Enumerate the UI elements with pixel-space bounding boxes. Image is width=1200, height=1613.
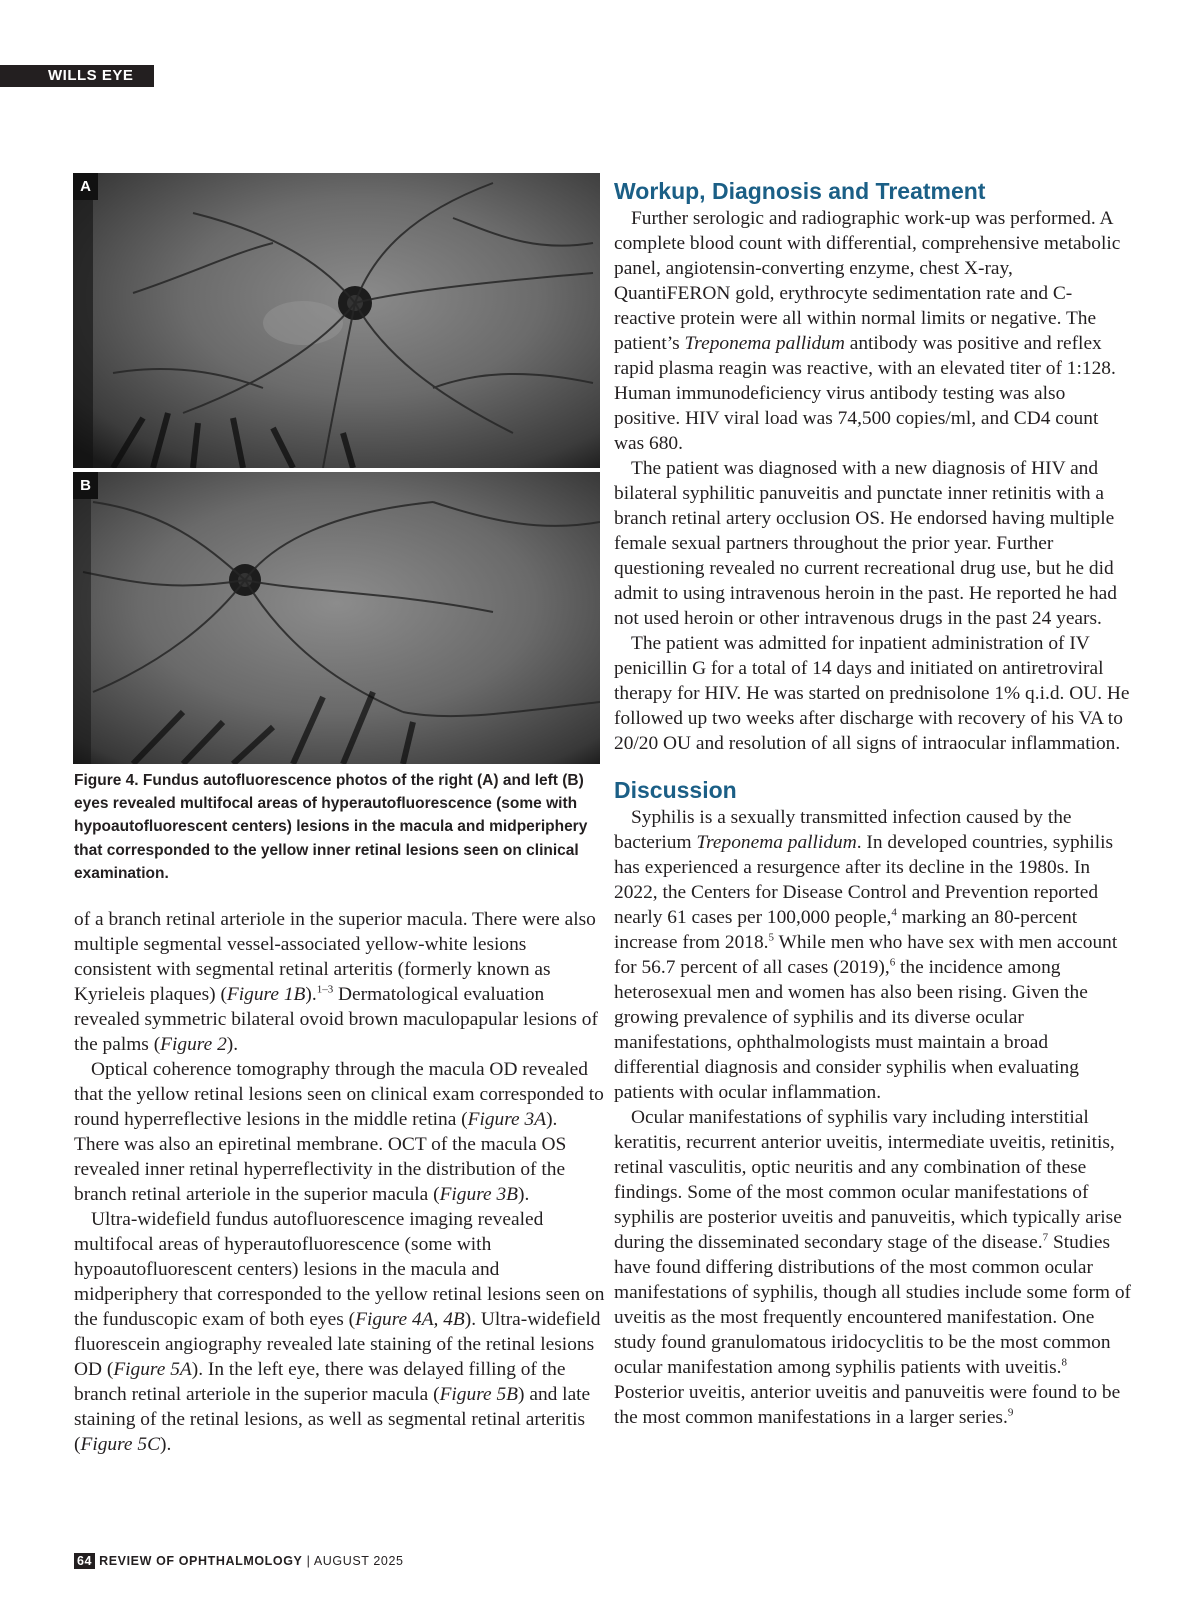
body-paragraph: Syphilis is a sexually transmitted infection caused by the bacterium Treponema pallidum. In developed countries, syphilis has experienced a resurgence after its decline in the 1980s. In 2022, the Centers for Disease Control and Prevention reported nearly 61 cases per 100,000 people,$^4$ marking an 80-percent increase from 2018.$^5$ While men who have sex with men account for 56.7 percent of all cases (2019),$^6$ the incidence among heterosexual men and women has also been rising. Given the growing prevalence of syphilis and its diverse ocular manifestations, ophthalmologists must maintain a broad differential diagnosis and consider syphilis when evaluating patients with ocular inflammation. (614, 807, 1118, 1103)
workup-heading: Workup, Diagnosis and Treatment (614, 178, 986, 204)
section-tag: WILLS EYE (0, 65, 154, 87)
left-column (74, 907, 606, 1457)
fundus-photo-right-eye (73, 173, 600, 468)
body-paragraph: The patient was diagnosed with a new diagnosis of HIV and bilateral syphilitic panuveitis and punctate inner retinitis with a branch retinal artery occlusion OS. He endorsed having multiple female sexual partners throughout the prior year. Further questioning revealed no current recreational drug use, but he did admit to using intravenous heroin in the past. He reported he had not used heroin or other intravenous drugs in the past 24 years. (614, 458, 1117, 629)
body-paragraph: Optical coherence tomography through the macula OD revealed that the yellow retinal lesions seen on clinical exam corresponded to round hyperreflective lesions in the middle retina (Figure 3A). There was also an epiretinal membrane. OCT of the macula OS revealed inner retinal hyperreflectivity in the distribution of the branch retinal arteriole in the superior macula (Figure 3B). (74, 1059, 604, 1205)
body-paragraph: of a branch retinal arteriole in the superior macula. There were also multiple segmental vessel-associated yellow-white lesions consistent with segmental retinal arteritis (formerly known as Kyrieleis plaques) (Figure 1B).$^{1-3}$ Dermatological evaluation revealed symmetric bilateral ovoid brown maculopapular lesions of the palms (Figure 2). (74, 909, 598, 1055)
body-paragraph: Ultra-widefield fundus autofluorescence imaging revealed multifocal areas of hyperautofluorescence (some with hypoautofluorescent centers) lesions in the macula and midperiphery that corresponded to the yellow retinal lesions seen on the funduscopic exam of both eyes (Figure 4A, 4B). Ultra-widefield fluorescein angiography revealed late staining of the retinal lesions OD (Figure 5A). In the left eye, there was delayed filling of the branch retinal arteriole in the superior macula (Figure 5B) and late staining of the retinal lesions, as well as segmental retinal arteritis (Figure 5C). (74, 1209, 605, 1455)
fundus-photo-left-eye (73, 472, 600, 764)
right-column (614, 177, 1132, 1430)
issue-date: AUGUST 2025 (313, 1554, 404, 1568)
body-paragraph: Ocular manifestations of syphilis vary including interstitial keratitis, recurrent anterior uveitis, intermediate uveitis, retinitis, retinal vasculitis, optic neuritis and any combination of these findings. Some of the most common ocular manifestations of syphilis are posterior uveitis and panuveitis, which typically arise during the disseminated secondary stage of the disease.$^7$ Studies have found differing distributions of the most common ocular manifestations of syphilis, though all studies include some form of uveitis as the most frequently encountered manifestation. One study found granulomatous iridocyclitis to be the most common ocular manifestation among syphilis patients with uveitis.$^8$ Posterior uveitis, anterior uveitis and panuveitis were found to be the most common manifestations in a larger series.$^9$ (614, 1107, 1132, 1428)
page-number: 64 (74, 1553, 95, 1569)
body-paragraph: The patient was admitted for inpatient administration of IV penicillin G for a total of 14 days and initiated on antiretroviral therapy for HIV. He was started on prednisolone 1% q.i.d. OU. He followed up two weeks after discharge with recovery of his VA to 20/20 OU and resolution of all signs of intraocular inflammation. (614, 633, 1130, 754)
body-paragraph: Further serologic and radiographic work-up was performed. A complete blood count with differential, comprehensive metabolic panel, angiotensin-converting enzyme, chest X-ray, QuantiFERON gold, erythrocyte sedimentation rate and C-reactive protein were all within normal limits or negative. The patient’s Treponema pallidum antibody was positive and reflex rapid plasma reagin was reactive, with an elevated titer of 1:128. Human immunodeficiency virus antibody testing was also positive. HIV viral load was 74,500 copies/ml, and CD4 count was 680. (614, 208, 1121, 454)
footer-separator: | (302, 1554, 314, 1568)
figure-caption: Figure 4. Fundus autofluorescence photos of the right (A) and left (B) eyes revealed multifocal areas of hyperautofluorescence (some with hypoautofluorescent centers) lesions in the macula and midperiphery that corresponded to the yellow inner retinal lesions seen on clinical examination. (74, 772, 588, 882)
panel-label-a: A (73, 173, 98, 200)
journal-name: REVIEW OF OPHTHALMOLOGY (99, 1554, 303, 1568)
page-footer (74, 1553, 404, 1569)
discussion-heading: Discussion (614, 777, 737, 803)
panel-label-b: B (73, 472, 98, 499)
